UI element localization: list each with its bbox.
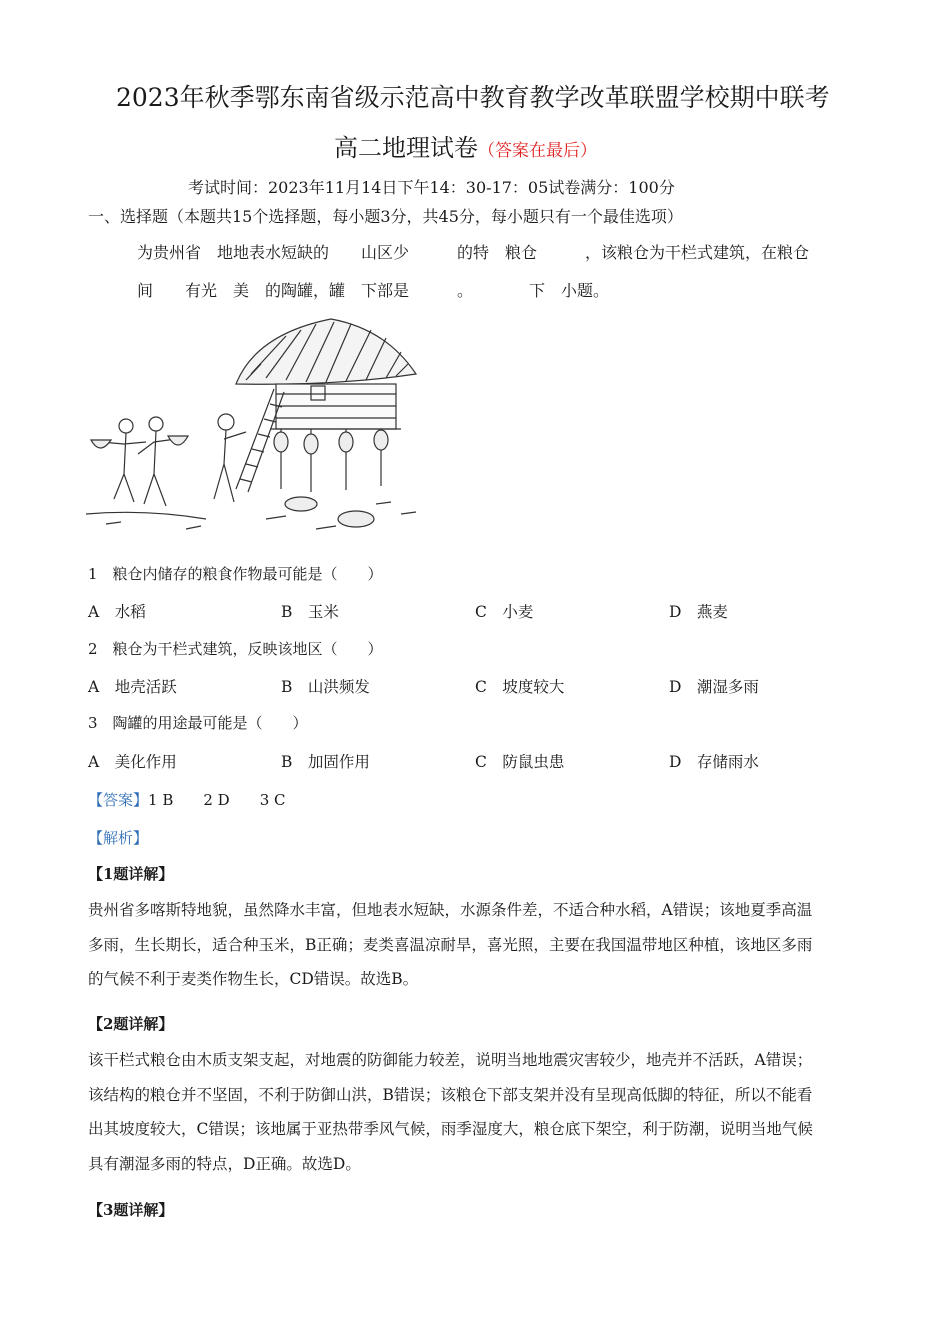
q2-detail-line: 该干栏式粮仓由木质支架支起，对地震的防御能力较差，说明当地地震灾害较少，地壳并不活跃，A错误；	[88, 1051, 813, 1069]
question-2-option-a[interactable]: A 地壳活跃	[88, 678, 177, 696]
question-3-stem: 3 陶罐的用途最可能是（ ）	[88, 714, 308, 732]
analysis-label: 【解析】	[88, 829, 149, 847]
answer-row	[88, 789, 285, 810]
q2-detail-line: 出其坡度较大，C错误；该地属于亚热带季风气候，雨季湿度大，粮仓底下架空，利于防潮，说明当地气候	[88, 1120, 813, 1138]
question-1-option-b[interactable]: B 玉米	[281, 603, 339, 621]
q2-detail-label: 【2题详解】	[88, 1015, 174, 1033]
question-3-option-a[interactable]: A 美化作用	[88, 753, 177, 771]
q1-detail-line: 贵州省多喀斯特地貌，虽然降水丰富，但地表水短缺，水源条件差，不适合种水稻，A错误；该地夏季高温	[88, 901, 813, 919]
question-1-stem: 1 粮仓内储存的粮食作物最可能是（ ）	[88, 565, 383, 583]
question-3-option-b[interactable]: B 加固作用	[281, 753, 370, 771]
answer-location-note: （答案在最后）	[478, 141, 597, 161]
intro-line-2: 间 有光 美 的陶罐，罐 下部是 。 下 小题。	[137, 281, 610, 300]
granary-illustration	[86, 314, 426, 544]
question-1-option-d[interactable]: D 燕麦	[669, 603, 728, 621]
q1-detail-line: 多雨，生长期长，适合种玉米，B正确；麦类喜温凉耐旱，喜光照，主要在我国温带地区种植，该地区多雨	[88, 935, 813, 954]
intro-line-1: 为贵州省 地地表水短缺的 山区少 的特 粮仓 ，该粮仓为干栏式建筑，在粮仓	[137, 243, 810, 262]
q2-detail-body	[88, 1043, 813, 1181]
question-2-option-d[interactable]: D 潮湿多雨	[669, 678, 759, 696]
exam-title: 2023年秋季鄂东南省级示范高中教育教学改革联盟学校期中联考	[116, 83, 830, 112]
question-2-option-b[interactable]: B 山洪频发	[281, 678, 370, 696]
question-3-option-c[interactable]: C 防鼠虫患	[475, 753, 565, 771]
question-3-option-d[interactable]: D 存储雨水	[669, 753, 759, 771]
paper-subtitle: 高二地理试卷	[334, 134, 478, 162]
subtitle-row	[334, 128, 597, 163]
q1-detail-line: 的气候不利于麦类作物生长，CD错误。故选B。	[88, 970, 419, 988]
q1-detail-body	[88, 893, 812, 997]
section-heading: 一、选择题（本题共15个选择题，每小题3分，共45分，每小题只有一个最佳选项）	[88, 207, 683, 226]
granary-drawing-icon	[86, 314, 426, 544]
question-1-option-c[interactable]: C 小麦	[475, 603, 534, 621]
q2-detail-line: 该结构的粮仓并不坚固，不利于防御山洪，B错误；该粮仓下部支架并没有呈现高低脚的特征，所以不能看	[88, 1085, 813, 1104]
answer-label: 【答案】	[88, 791, 149, 809]
question-2-option-c[interactable]: C 坡度较大	[475, 678, 565, 696]
q3-detail-label: 【3题详解】	[88, 1201, 174, 1219]
question-1-option-a[interactable]: A 水稻	[88, 603, 146, 621]
exam-info: 考试时间：2023年11月14日下午14：30-17：05试卷满分：100分	[188, 178, 675, 197]
answer-value: 1 B 2 D 3 C	[148, 791, 286, 809]
q2-detail-line: 具有潮湿多雨的特点，D正确。故选D。	[88, 1154, 361, 1173]
question-2-stem: 2 粮仓为干栏式建筑，反映该地区（ ）	[88, 640, 383, 658]
q1-detail-label: 【1题详解】	[88, 865, 174, 883]
